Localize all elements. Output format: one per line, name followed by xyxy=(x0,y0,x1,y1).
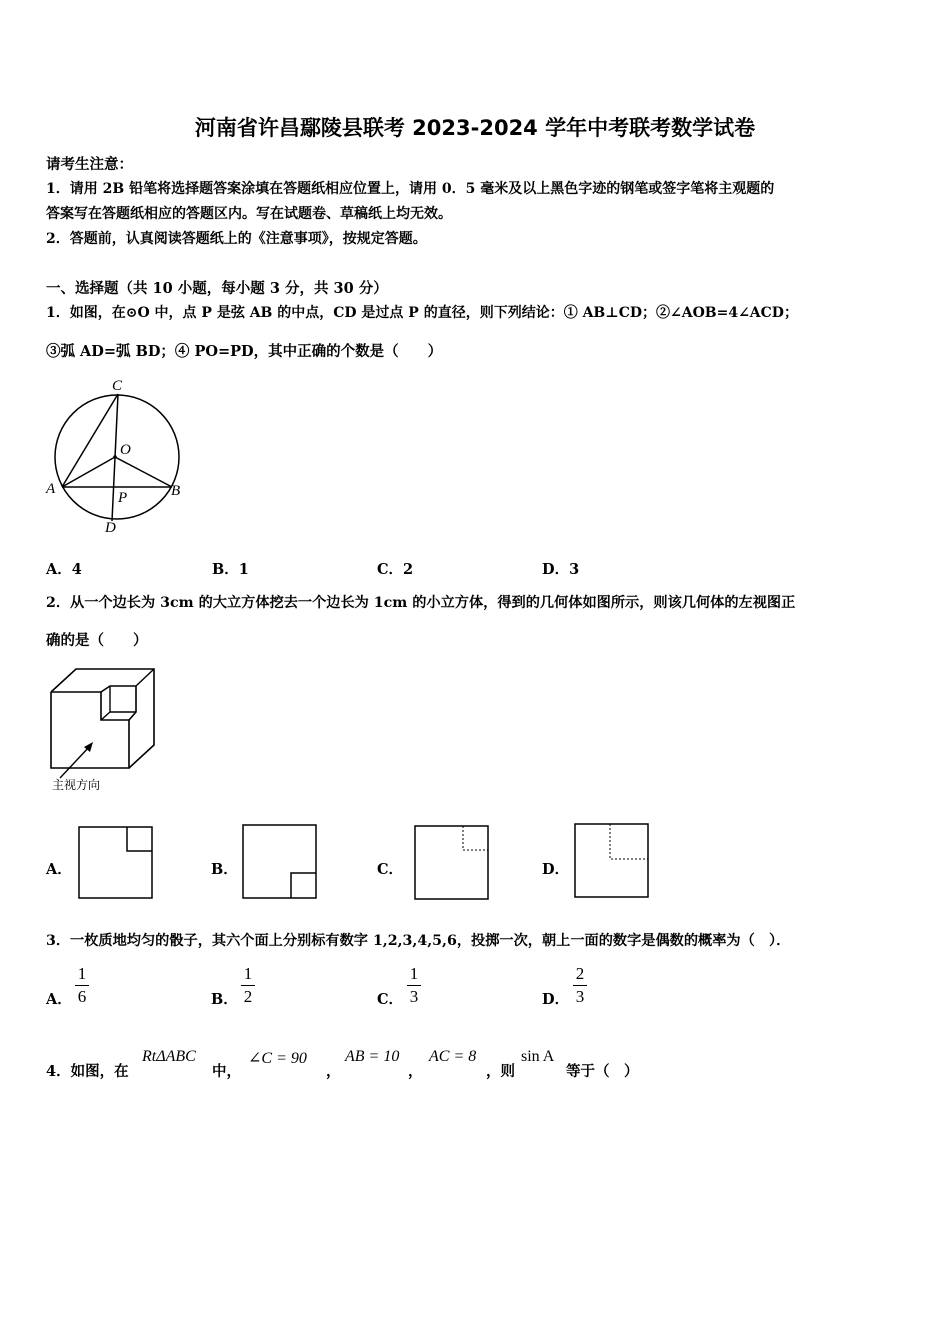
q4-sep-1: ， xyxy=(326,1063,341,1080)
fraction-bar xyxy=(75,985,89,986)
label-o: O xyxy=(120,442,131,458)
fraction-bar xyxy=(241,985,255,986)
q3-line-1: 3．一枚质地均匀的骰子，其六个面上分别标有数字 1,2,3,4,5,6，投掷一次，朝上一面的数字是偶数的概率为（ ）． xyxy=(46,933,791,949)
section-heading: 一、选择题（共 10 小题，每小题 3 分，共 30 分） xyxy=(46,280,388,297)
q4-angle: ∠C = 90 xyxy=(248,1050,307,1067)
segment-ac xyxy=(62,394,118,487)
fraction-numerator: 1 xyxy=(77,964,87,983)
q4-sin: sin A xyxy=(521,1048,555,1065)
q1-option-b[interactable]: B．1 xyxy=(212,561,249,578)
notice-line-3: 2．答题前，认真阅读答题纸上的《注意事项》，按规定答题。 xyxy=(46,231,427,247)
q2-option-a[interactable]: A． xyxy=(46,861,72,878)
q1-option-c[interactable]: C．2 xyxy=(377,561,414,578)
fraction-numerator: 1 xyxy=(243,964,253,983)
fraction-denominator: 3 xyxy=(575,987,585,1006)
label-a: A xyxy=(46,481,56,497)
q3-option-b-fraction[interactable] xyxy=(238,964,258,1007)
label-c: C xyxy=(112,378,123,394)
fraction-denominator: 2 xyxy=(243,987,253,1006)
q3-option-d-label[interactable]: D． xyxy=(542,991,570,1008)
fraction-denominator: 3 xyxy=(409,987,419,1006)
fraction-bar xyxy=(407,985,421,986)
q2-option-b-figure[interactable] xyxy=(242,824,318,900)
q3-option-a-fraction[interactable] xyxy=(72,964,92,1007)
q2-option-d[interactable]: D． xyxy=(542,861,570,878)
q2-line-2: 确的是（ ） xyxy=(46,632,148,649)
q4-sep-2: ， xyxy=(408,1063,423,1080)
q1-line-1: 1．如图，在⊙O 中，点 P 是弦 AB 的中点，CD 是过点 P 的直径，则下列结论：① AB⊥CD；②∠AOB=4∠ACD； xyxy=(46,305,798,321)
segment-bo xyxy=(115,457,172,487)
q3-option-b-label[interactable]: B． xyxy=(211,991,238,1008)
q4-ac: AC = 8 xyxy=(429,1048,477,1065)
q4-mid-1: 中， xyxy=(212,1063,241,1080)
q3-option-d-fraction[interactable] xyxy=(570,964,590,1007)
q2-line-1: 2．从一个边长为 3cm 的大立方体挖去一个边长为 1cm 的小立方体，得到的几何体如图所示，则该几何体的左视图正 xyxy=(46,595,796,611)
q4-prefix: 4．如图，在 xyxy=(46,1063,129,1080)
q3-option-c-fraction[interactable] xyxy=(404,964,424,1007)
fraction-numerator: 2 xyxy=(575,964,585,983)
q2-option-a-figure[interactable] xyxy=(78,826,154,900)
q4-mid-2: ，则 xyxy=(486,1063,515,1080)
page-title: 河南省许昌鄢陵县联考 2023-2024 学年中考联考数学试卷 xyxy=(194,116,756,140)
q1-option-d[interactable]: D．3 xyxy=(542,561,580,578)
notice-line-1: 1．请用 2B 铅笔将选择题答案涂填在答题纸相应位置上，请用 0．5 毫米及以上黑色字迹的钢笔或签字笔将主观题的 xyxy=(46,181,775,197)
fraction-numerator: 1 xyxy=(409,964,419,983)
segment-ao xyxy=(62,457,115,487)
q2-option-b[interactable]: B． xyxy=(211,861,238,878)
point-o xyxy=(113,455,117,459)
q2-figure-caption: 主视方向 xyxy=(52,778,101,792)
label-d: D xyxy=(105,520,116,536)
label-b: B xyxy=(171,483,181,499)
q4-suffix: 等于（ ） xyxy=(566,1063,639,1080)
q2-option-c[interactable]: C． xyxy=(377,861,404,878)
fraction-denominator: 6 xyxy=(77,987,87,1006)
q2-option-c-figure[interactable] xyxy=(414,825,490,901)
notice-heading: 请考生注意： xyxy=(46,156,133,173)
q1-line-2: ③弧 AD=弧 BD；④ PO=PD，其中正确的个数是（ ） xyxy=(46,343,443,360)
q4-ab: AB = 10 xyxy=(345,1048,400,1065)
q1-circle-figure xyxy=(40,372,200,542)
q1-option-a[interactable]: A．4 xyxy=(46,561,82,578)
notice-line-2: 答案写在答题纸相应的答题区内。写在试题卷、草稿纸上均无效。 xyxy=(46,206,452,222)
q4-triangle: RtΔABC xyxy=(142,1048,196,1065)
q2-option-d-figure[interactable] xyxy=(574,823,650,899)
label-p: P xyxy=(118,490,128,506)
q3-option-a-label[interactable]: A． xyxy=(46,991,72,1008)
q3-option-c-label[interactable]: C． xyxy=(377,991,404,1008)
q2-cube-figure xyxy=(44,662,164,797)
fraction-bar xyxy=(573,985,587,986)
